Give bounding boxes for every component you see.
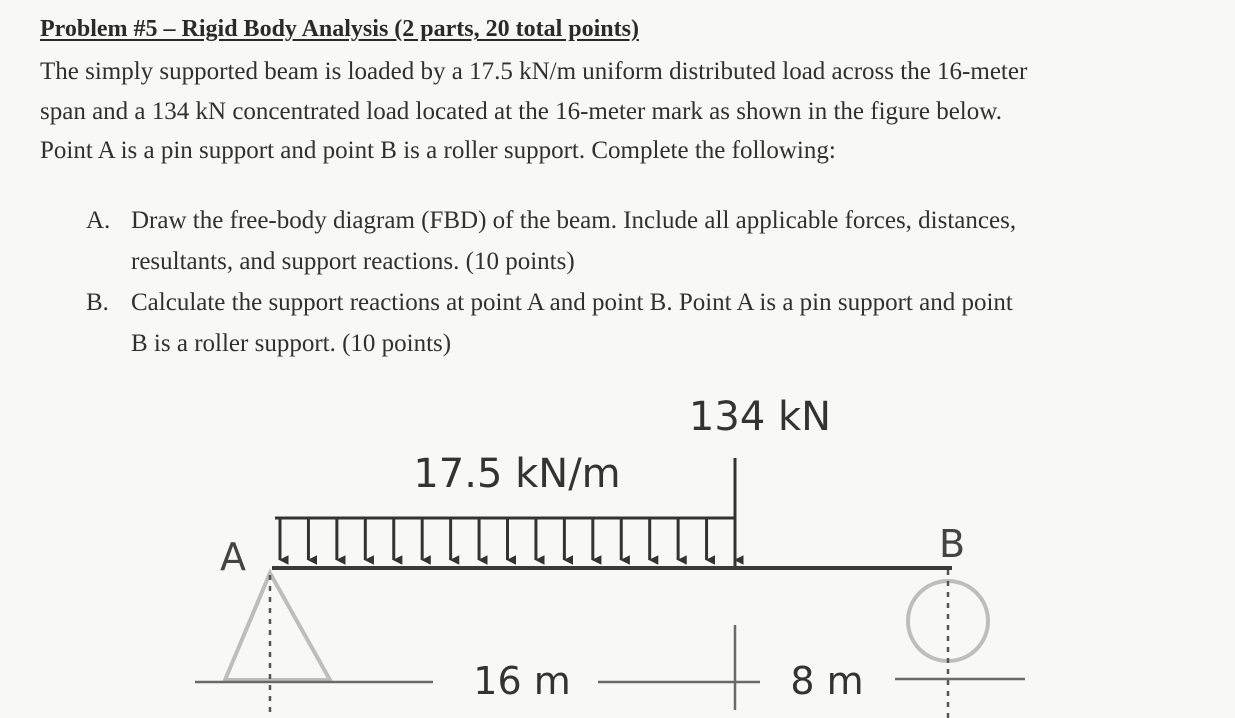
dimension-line — [598, 625, 760, 710]
problem-title: Problem #5 – Rigid Body Analysis (2 parts, 20 total points) — [40, 16, 639, 42]
part-a-line: Draw the free-body diagram (FBD) of the beam. Include all applicable forces, distances, — [131, 207, 1017, 234]
point-load-label: 134 kN — [688, 394, 832, 440]
part-b-line: Calculate the support reactions at point A and point B. Point A is a pin support and point — [131, 289, 1013, 316]
part-b-letter: B. — [86, 289, 109, 316]
distributed-load-label: 17.5 kN/m — [413, 451, 621, 497]
part-a-line: resultants, and support reactions. (10 points) — [131, 248, 575, 275]
statement-line: Point A is a pin support and point B is a roller support. Complete the following: — [40, 137, 836, 164]
roller-support-b — [895, 570, 1025, 718]
support-a-label: A — [220, 535, 246, 579]
statement-line: span and a 134 kN concentrated load located at the 16-meter mark as shown in the figure below. — [40, 97, 1002, 125]
part-b-line: B is a roller support. (10 points) — [131, 330, 452, 357]
span-2-label: 8 m — [790, 659, 864, 703]
support-b-label: B — [938, 522, 966, 566]
part-a-letter: A. — [86, 207, 111, 234]
statement-line: The simply supported beam is loaded by a 17.5 kN/m uniform distributed load across the 16-meter — [40, 58, 1028, 85]
distributed-load — [275, 518, 735, 560]
pin-support-a — [195, 573, 433, 718]
span-1-label: 16 m — [473, 659, 571, 703]
